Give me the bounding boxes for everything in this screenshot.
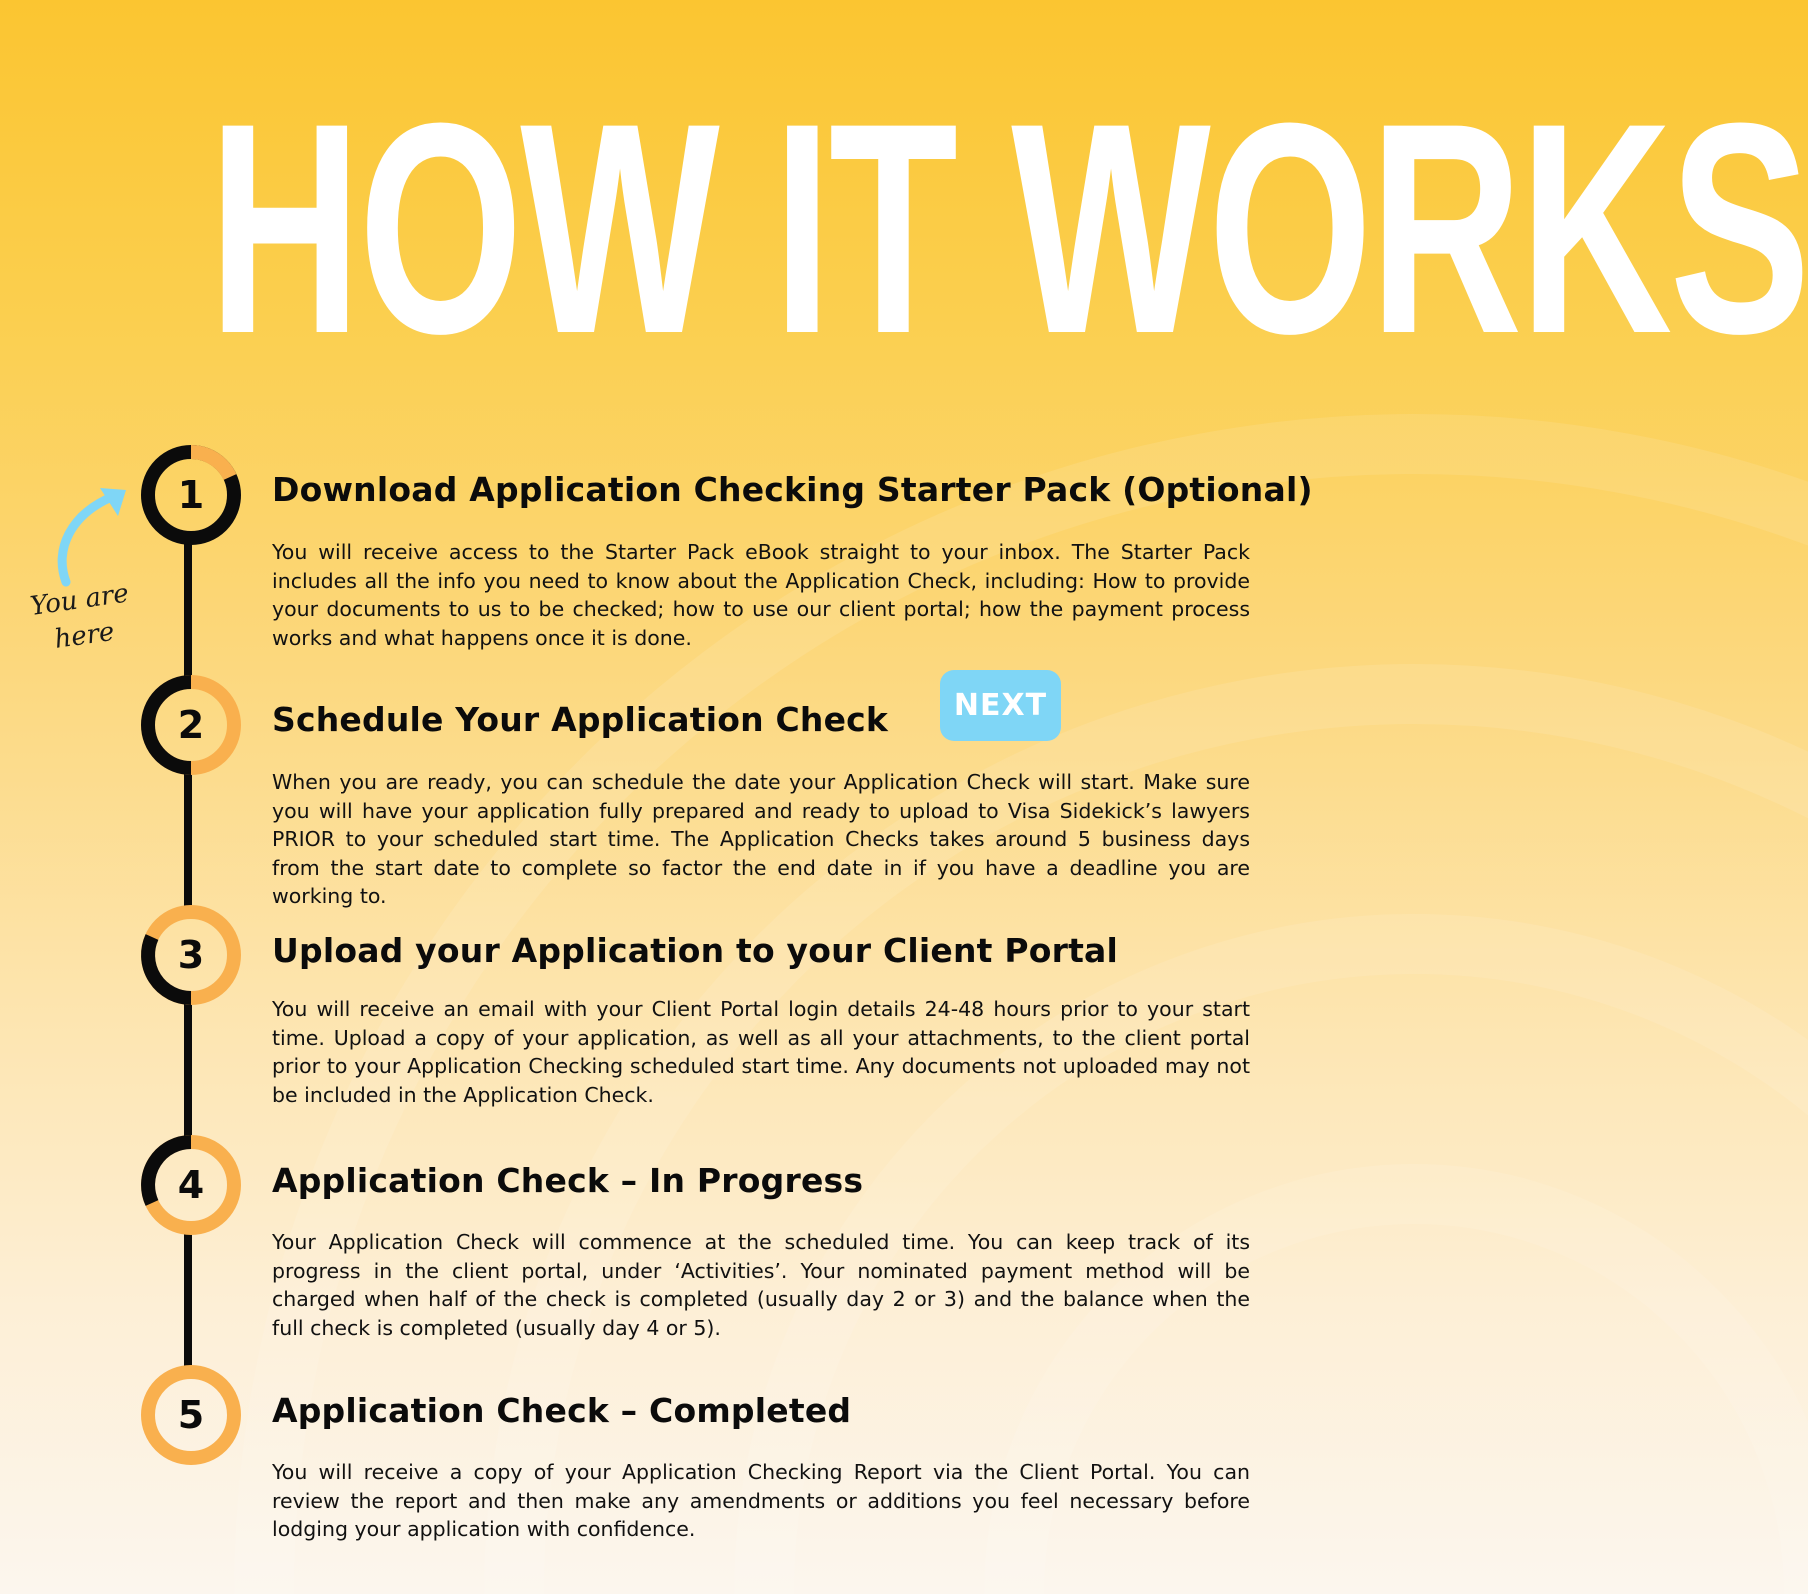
step-1-description: You will receive access to the Starter Pack eBook straight to your inbox. The Starter Pack includes all the info you need to know about the Application Check, including: How to provide your documents to us to be checked; how to use our client portal; how the payment process works and what happens once it is done. xyxy=(272,540,1250,650)
step-1-number: 1 xyxy=(177,473,205,517)
timeline-connector-4 xyxy=(184,1228,192,1368)
step-2-title: Schedule Your Application Check xyxy=(272,700,889,739)
step-4-circle xyxy=(140,1134,242,1236)
timeline-connector-2 xyxy=(184,768,192,908)
annotation-line-2: here xyxy=(52,616,117,655)
timeline-connector-3 xyxy=(184,998,192,1138)
step-2-circle xyxy=(140,674,242,776)
step-4-number: 4 xyxy=(177,1163,205,1207)
step-2-description: When you are ready, you can schedule the date your Application Check will start. Make sure you will have your application fully prepared and ready to upload to Visa Sidekick’s lawyers PRIOR to your scheduled start time. The Application Checks takes around 5 business days from the start date to complete so factor the end date in if you have a deadline you are working to. xyxy=(272,770,1250,909)
step-3-circle xyxy=(140,904,242,1006)
step-1-circle xyxy=(140,444,242,546)
curved-arrow-icon xyxy=(48,478,138,588)
annotation-line-1: You are xyxy=(28,578,131,622)
step-4-title: Application Check – In Progress xyxy=(272,1161,864,1200)
step-4-description: Your Application Check will commence at the scheduled time. You can keep track of its progress in the client portal, under ‘Activities’. Your nominated payment method will be charged when half of the check is completed (usually day 2 or 3) and the balance when the full check is completed (usually day 4 or 5). xyxy=(272,1230,1250,1340)
next-badge: NEXT xyxy=(940,670,1061,741)
step-5-circle xyxy=(140,1364,242,1466)
step-5-title: Application Check – Completed xyxy=(272,1391,852,1430)
you-are-here-annotation xyxy=(18,574,147,662)
step-5-description: You will receive a copy of your Application Checking Report via the Client Portal. You can review the report and then make any amendments or additions you feel necessary before lodging your application with confidence. xyxy=(272,1460,1250,1542)
step-3-description: You will receive an email with your Client Portal login details 24-48 hours prior to your start time. Upload a copy of your application, as well as all your attachments, to the client portal prior to your Application Checking scheduled start time. Any documents not uploaded may not be included in the Application Check. xyxy=(272,997,1250,1107)
step-3-number: 3 xyxy=(177,933,205,977)
step-3-title: Upload your Application to your Client Portal xyxy=(272,931,1119,970)
step-5-number: 5 xyxy=(177,1393,205,1437)
step-1-title: Download Application Checking Starter Pack (Optional) xyxy=(272,470,1313,509)
timeline-connector-1 xyxy=(184,540,192,678)
step-2-number: 2 xyxy=(177,703,205,747)
page-title: HOW IT WORKS xyxy=(208,60,1808,396)
